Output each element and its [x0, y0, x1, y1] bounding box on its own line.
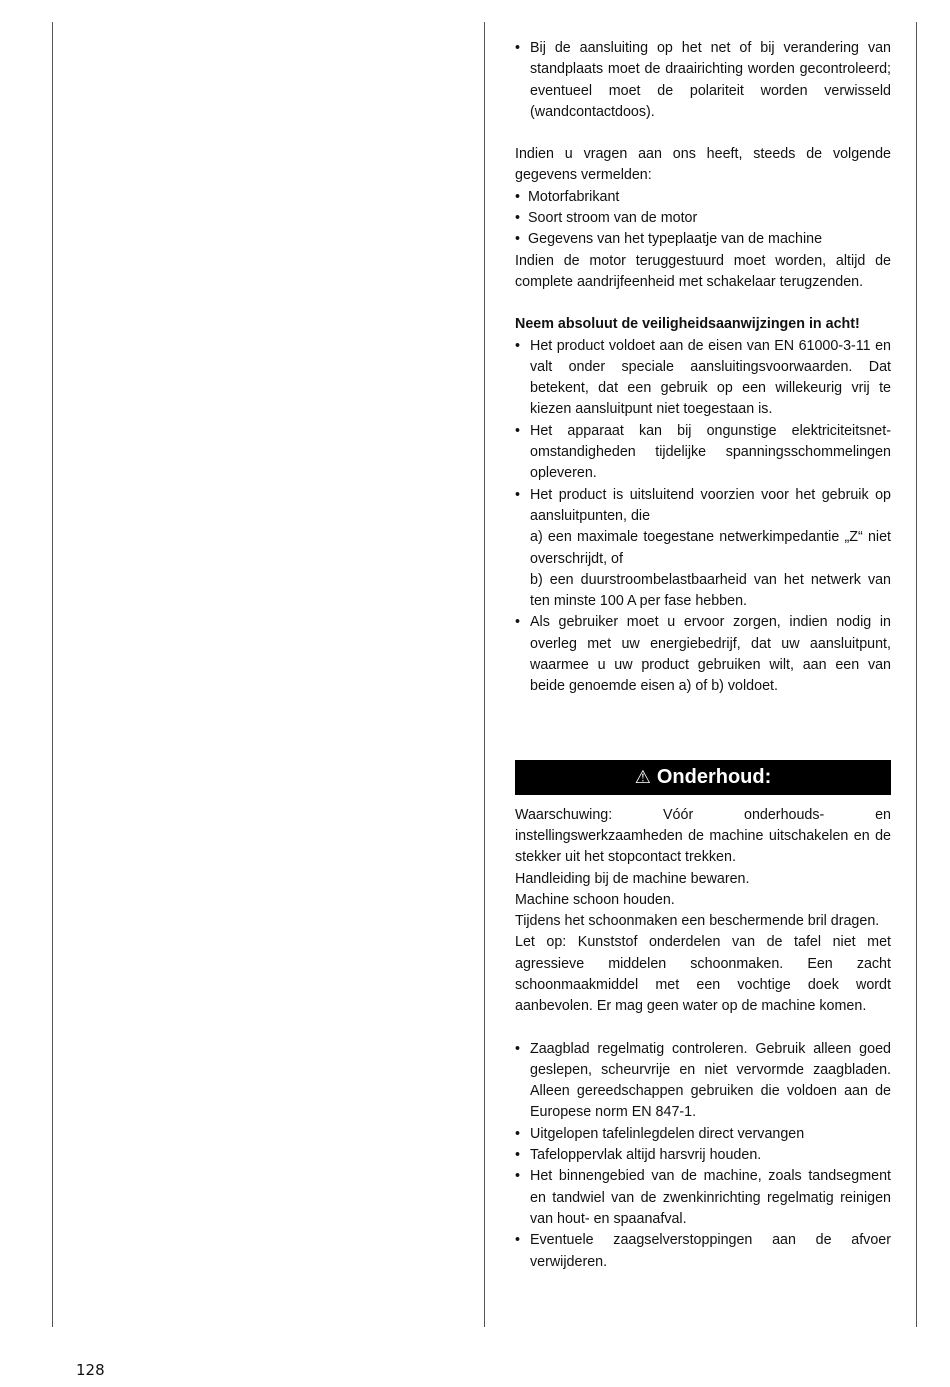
inquiry-details-list: [515, 187, 891, 251]
list-item: • Zaagblad regelmatig controleren. Gebruik alleen goed geslepen, scheurvrije en niet vervormde zaagbladen. Alleen gereedschappen gebruiken die voldoen aan de Europese norm EN 847-1.: [515, 1039, 891, 1124]
list-item: • Eventuele zaagselverstoppingen aan de afvoer verwijderen.: [515, 1230, 891, 1273]
list-item: • Tafeloppervlak altijd harsvrij houden.: [515, 1145, 891, 1166]
list-item: • Uitgelopen tafelinlegdelen direct vervangen: [515, 1124, 891, 1145]
list-item-text: b) een duurstroombelastbaarheid van het netwerk van ten minste 100 A per fase hebben.: [530, 571, 891, 610]
list-item: • Soort stroom van de motor: [515, 208, 891, 229]
motor-return-note: Indien de motor teruggestuurd moet worden, altijd de complete aandrijfeenheid met schakelaar terugzenden.: [515, 252, 891, 290]
page-number: 128: [76, 1361, 105, 1379]
inquiry-intro: Indien u vragen aan ons heeft, steeds de volgende gegevens vermelden:: [515, 146, 891, 184]
maintenance-paragraph: Waarschuwing: Vóór onderhouds- en instellingswerkzaamheden de machine uitschakelen en de stekker uit het stopcontact trekken.: [515, 806, 891, 866]
right-margin-rule: [916, 22, 917, 1327]
list-item-text: • Het product is uitsluitend voorzien voor het gebruik op aansluitpunten, die: [530, 486, 891, 524]
safety-heading: Neem absoluut de veiligheidsaanwijzingen in acht!: [515, 316, 860, 333]
list-item: • Bij de aansluiting op het net of bij verandering van standplaats moet de draairichting worden gecontroleerd; eventueel moet de polariteit worden verwisseld (wandcontactdoos).: [515, 38, 891, 123]
list-item: • Motorfabrikant: [515, 187, 891, 208]
maintenance-list: [515, 1039, 891, 1273]
maintenance-paragraph: Handleiding bij de machine bewaren.: [515, 870, 750, 887]
list-item: • Het product voldoet aan de eisen van EN 61000-3-11 en valt onder speciale aansluitingsvoorwaarden. Dat betekent, dat een gebruik op een willekeurig vrij te kiezen aansluitpunt niet toegestaan is.: [515, 336, 891, 421]
warning-triangle-icon: ⚠: [634, 766, 651, 787]
list-item: [515, 485, 891, 613]
maintenance-paragraph: Machine schoon houden.: [515, 891, 675, 908]
safety-list: [515, 336, 891, 698]
list-item: • Het binnengebied van de machine, zoals tandsegment en tandwiel van de zwenkinrichting regelmatig reinigen van hout- en spaanafval.: [515, 1166, 891, 1230]
center-column-rule: [484, 22, 485, 1327]
maintenance-title: Onderhoud:: [656, 765, 772, 788]
maintenance-banner: [515, 760, 891, 795]
maintenance-paragraph: Tijdens het schoonmaken een beschermende bril dragen.: [515, 913, 880, 930]
maintenance-paragraph: Let op: Kunststof onderdelen van de tafel niet met agressieve middelen schoonmaken. Een zacht schoonmaakmiddel met een vochtige doek wordt aanbevolen. Er mag geen water op de machine komen.: [515, 934, 891, 1015]
list-item: • Als gebruiker moet u ervoor zorgen, indien nodig in overleg met uw energiebedrijf, dat uw aansluitpunt, waarmee u uw product gebruiken wilt, aan een van beide genoemde eisen a) of b) voldoet.: [515, 612, 891, 697]
rotation-check-list: [515, 38, 891, 123]
left-margin-rule: [52, 22, 53, 1327]
right-text-column: [515, 38, 891, 1273]
list-item: • Gegevens van het typeplaatje van de machine: [515, 229, 891, 250]
list-item-text: a) een maximale toegestane netwerkimpedantie „Z“ niet overschrijdt, of: [530, 529, 891, 567]
list-item: • Het apparaat kan bij ongunstige elektriciteitsnet-omstandigheden tijdelijke spanningsschommelingen opleveren.: [515, 421, 891, 485]
